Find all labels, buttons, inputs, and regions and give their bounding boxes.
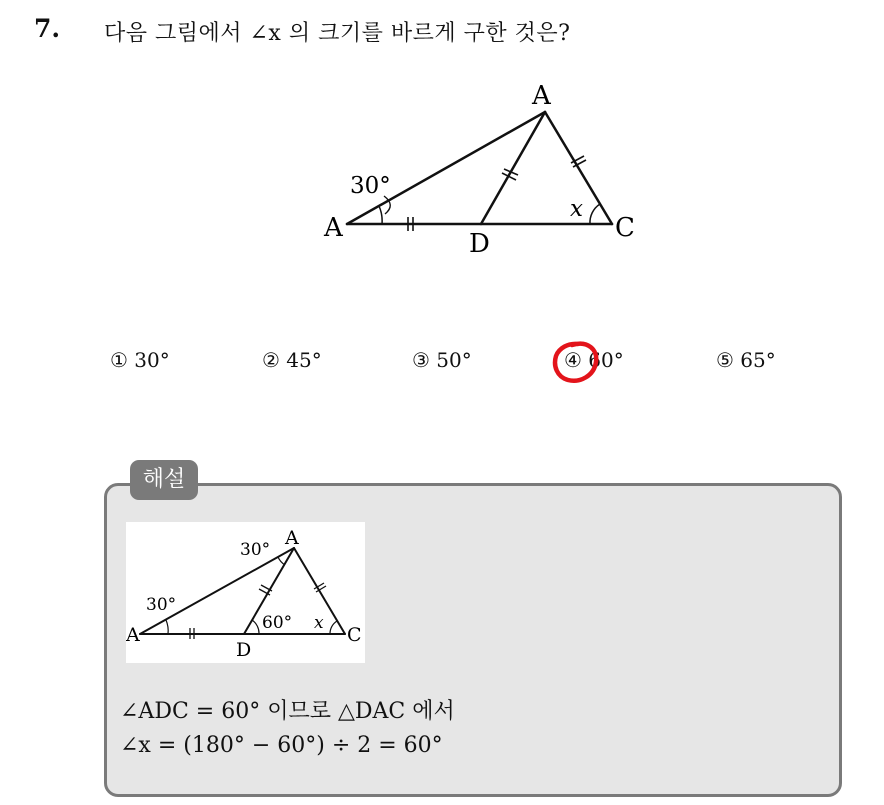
angle-arc-30 bbox=[379, 206, 382, 224]
choice-value: 30° bbox=[134, 348, 170, 372]
question-text: 다음 그림에서 ∠x 의 크기를 바르게 구한 것은? bbox=[104, 21, 571, 46]
angle-arc-60 bbox=[252, 620, 259, 634]
choice-mark: ④ bbox=[564, 348, 582, 372]
choice-mark: ① bbox=[110, 348, 128, 372]
choice-5[interactable] bbox=[716, 348, 776, 372]
explanation-tag: 해설 bbox=[130, 460, 198, 500]
choice-mark: ② bbox=[262, 348, 280, 372]
label-angle-30: 30° bbox=[350, 173, 391, 199]
label-a-left: A bbox=[126, 624, 140, 646]
angle-arc-x bbox=[590, 204, 600, 224]
answer-circle-mark bbox=[548, 336, 604, 388]
label-d: D bbox=[236, 639, 252, 661]
angle-arc-x bbox=[330, 621, 337, 634]
choice-mark: ③ bbox=[412, 348, 430, 372]
label-a-top: A bbox=[532, 81, 551, 111]
question-number: 7. bbox=[34, 14, 61, 43]
label-angle-x: x bbox=[314, 613, 324, 633]
label-d: D bbox=[469, 229, 490, 259]
choice-2[interactable] bbox=[262, 348, 322, 372]
choice-3[interactable] bbox=[412, 348, 472, 372]
choice-value: 50° bbox=[436, 348, 472, 372]
explanation-line-2: ∠x = (180° − 60°) ÷ 2 = 60° bbox=[120, 733, 443, 758]
choice-value: 65° bbox=[740, 348, 776, 372]
angle-arc-30-top bbox=[278, 557, 285, 565]
triangle-figure bbox=[0, 0, 884, 300]
choice-1[interactable] bbox=[110, 348, 170, 372]
explanation-figure bbox=[126, 522, 365, 663]
choice-value: 45° bbox=[286, 348, 322, 372]
explanation-line-1: ∠ADC = 60° 이므로 △DAC 에서 bbox=[120, 699, 455, 724]
choice-mark: ⑤ bbox=[716, 348, 734, 372]
label-angle-30-left: 30° bbox=[146, 595, 177, 615]
label-c: C bbox=[347, 624, 362, 646]
choice-value: 60° bbox=[588, 348, 624, 372]
label-a-top: A bbox=[285, 527, 299, 549]
label-a-left: A bbox=[324, 213, 343, 243]
side-aa bbox=[347, 112, 545, 224]
label-angle-x: x bbox=[570, 196, 583, 222]
angle-arc-30 bbox=[166, 620, 168, 634]
label-angle-60: 60° bbox=[262, 613, 293, 633]
label-angle-30-top: 30° bbox=[240, 540, 271, 560]
label-c: C bbox=[615, 213, 635, 243]
